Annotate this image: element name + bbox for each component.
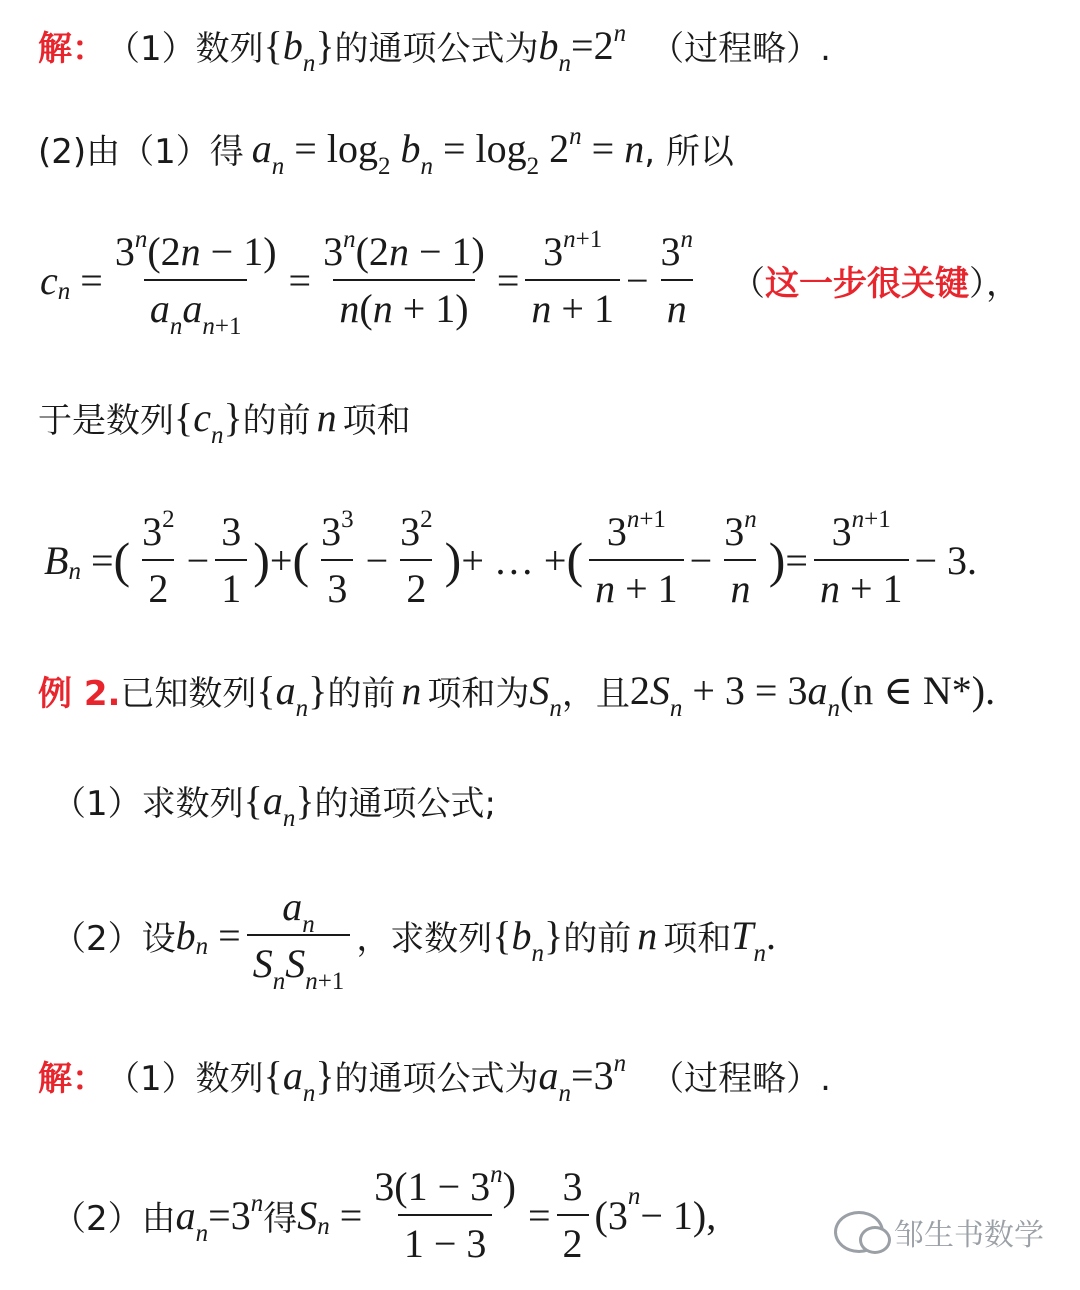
- solution-4-line: （2）由 $a_n=3^n$ 得 S n = $\frac{3(1 - 3^n)}{1 - 3}$ = $\frac{3}{2}$ (3 n − 1),: [52, 1161, 717, 1266]
- sum-intro-a: 于是数列: [38, 400, 174, 441]
- question-2-b: ，求数列: [356, 918, 493, 959]
- formula-an: $a_n=3^n$: [538, 1049, 627, 1107]
- solution-label-2: 解：: [38, 1058, 106, 1099]
- example-text-b: 的前: [327, 673, 396, 714]
- condition-tail: (n ∈ N*).: [839, 667, 996, 713]
- question-1-a: （1）求数列: [52, 783, 244, 824]
- sum-intro-line: 于是数列 $\{c_n\}$ 的前 n 项和: [38, 394, 411, 449]
- sum-intro-c: 项和: [342, 400, 411, 441]
- solution-2-intro: (2)由（1）得: [38, 131, 244, 172]
- seq-an: $\{a_n\}$: [256, 667, 328, 722]
- seq-bn: $\{b_n\}$: [263, 22, 335, 77]
- question-2-line: （2）设 b n = $\frac{a_n}{S_nS_{n+1}}$ ，求数列 $\{b_n\}$ 的前 n 项和 $T_n$.: [52, 884, 776, 995]
- solution-3-part: （1）数列: [106, 1058, 264, 1099]
- example-text-d: ，且: [561, 673, 630, 714]
- question-1-line: （1）求数列 $\{a_n\}$ 的通项公式;: [52, 777, 497, 832]
- formula-bn-def: b n = $\frac{a_n}{S_nS_{n+1}}$: [176, 883, 357, 987]
- formula-Bn: B n = ( $\frac{3^2}{2}$ − $\frac{3}{1}$ ) + ( $\frac{3^3}{3}$ − $\frac{3^2}{2}$ ) + … + ( $\frac{3^{n+1}}{n + 1}$ − $\frac{3^n}{n}$ ) = $\frac{3^{n+1}}{n + 1}$ − 3.: [44, 506, 978, 611]
- formula-Sn: S n = $\frac{3(1 - 3^n)}{1 - 3}$ = $\frac{3}{2}$ (3 n − 1),: [297, 1161, 717, 1266]
- sum-intro-b: 的前: [242, 400, 311, 441]
- solution-3-line: 解： （1）数列 $\{a_n\}$ 的通项公式为 $a_n=3^n$ （过程略）.: [38, 1049, 831, 1107]
- example-text-c: 项和为: [427, 673, 530, 714]
- question-2-d: 项和: [663, 918, 732, 959]
- solution-4-a: （2）由: [52, 1198, 176, 1239]
- wechat-icon: [834, 1211, 884, 1253]
- formula-bn: $b_n=2^n$: [538, 19, 627, 77]
- cn-formula-line: [0, 226, 1080, 340]
- seq-cn: $\{c_n\}$: [174, 394, 243, 449]
- question-2-a: （2）设: [52, 918, 176, 959]
- solution-1-tail: （过程略）.: [650, 28, 831, 69]
- watermark-text: 邹生书数学: [894, 1218, 1044, 1253]
- solution-2-line: [0, 103, 1080, 193]
- formula-an-log: $a_n = \log_2 b_n = \log_2 2^n = n$: [251, 122, 645, 180]
- solution-3-mid: 的通项公式为: [334, 1058, 539, 1099]
- solution-1-mid: 的通项公式为: [334, 28, 539, 69]
- bn-sum-line: [0, 505, 1080, 615]
- formula-cn: c n = $\frac{3^n(2n - 1)}{a_na_{n+1}}$ = $\frac{3^n(2n - 1)}{n(n + 1)}$ = $\frac{3^{n+1}}{n + 1}$ − $\frac{3^n}{n}$: [40, 226, 694, 340]
- solution-1-part: （1）数列: [106, 28, 264, 69]
- watermark: [834, 1210, 1044, 1254]
- solution-1-line: [0, 0, 1080, 90]
- example-text-a: 已知数列: [120, 673, 257, 714]
- solution-3-tail: （过程略）.: [650, 1058, 831, 1099]
- question-2-c: 的前: [563, 918, 632, 959]
- solution-4-b: 得: [263, 1198, 298, 1239]
- solution-label: 解：: [38, 28, 106, 69]
- example-label: 例 2.: [38, 673, 121, 714]
- key-step-note: （这一步很关键），: [731, 263, 1021, 304]
- solution-2-tail: , 所以: [644, 131, 734, 172]
- formula-condition: $2S_n + 3 = 3a_n$: [629, 667, 840, 722]
- question-1-b: 的通项公式;: [314, 783, 497, 824]
- example-2-line: 例 2. 已知数列 $\{a_n\}$ 的前 n 项和为 $S_n$ ，且 $2S_n + 3 = 3a_n$ (n ∈ N*).: [38, 667, 996, 722]
